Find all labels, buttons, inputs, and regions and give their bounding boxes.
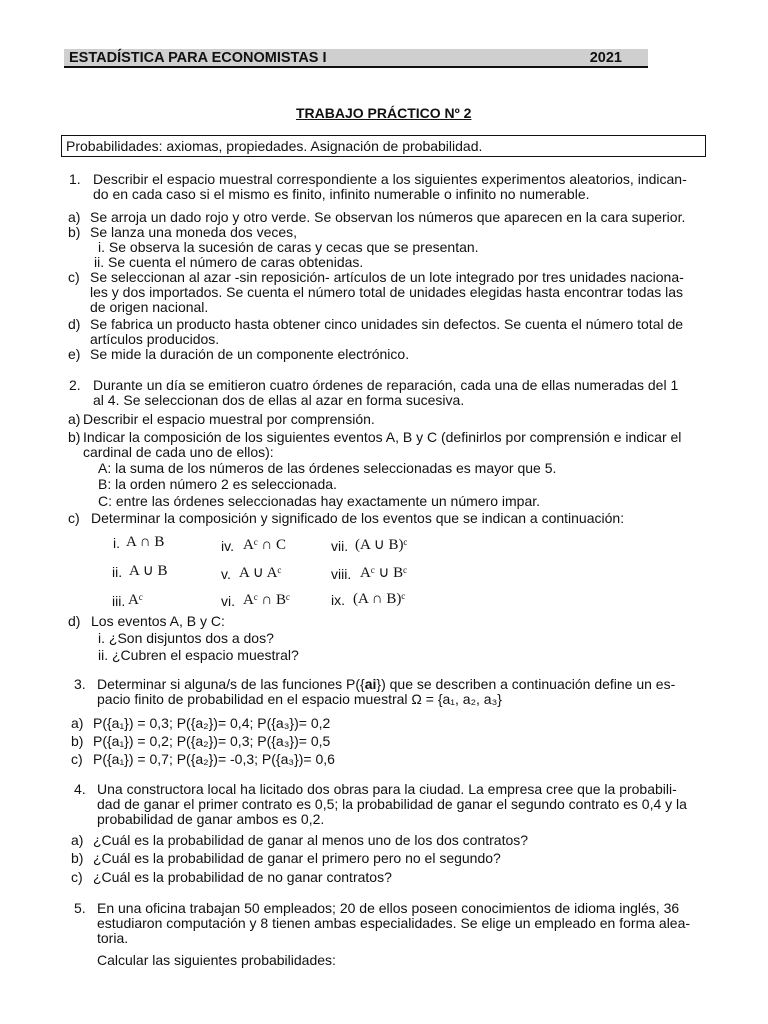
set-expr-label-iv: iv. — [221, 538, 234, 554]
q1b-text: Se lanza una moneda dos veces, — [90, 224, 298, 240]
q1d-line2: artículos producidos. — [90, 331, 220, 347]
set-expr-label-vi: vi. — [221, 593, 235, 609]
q1c-line3: de origen nacional. — [90, 299, 209, 315]
q1-text-line2: do en cada caso si el mismo es finito, infinito numerable o infinito no numerable. — [93, 186, 590, 202]
set-expr-label-iii: iii. — [112, 593, 126, 609]
q3a-label: a) — [71, 715, 84, 731]
set-expr-label-viii: viii. — [331, 566, 352, 582]
q1c-line2: les y dos importados. Se cuenta el número total de unidades elegidas hasta encontrar todas las — [90, 284, 684, 300]
set-expr-ix: (A ∩ B)ᶜ — [353, 591, 406, 607]
q1c-label: c) — [68, 269, 80, 285]
q4a-text: ¿Cuál es la probabilidad de ganar al menos uno de los dos contratos? — [93, 832, 529, 848]
set-expr-vii: (A ∪ B)ᶜ — [355, 537, 408, 553]
q1-number: 1. — [69, 171, 81, 187]
set-expr-i: A ∩ B — [126, 534, 165, 550]
q2b-line2: cardinal de cada uno de ellos): — [83, 444, 274, 460]
q2c-text: Determinar la composición y significado de los eventos que se indican a continuación: — [91, 510, 625, 526]
q3-text-ai: ai — [364, 676, 377, 692]
q4c-label: c) — [71, 869, 83, 885]
q5-text-line3: toria. — [97, 930, 129, 946]
course-year: 2021 — [589, 50, 622, 66]
q5-calc: Calcular las siguientes probabilidades: — [97, 952, 336, 968]
page-title: TRABAJO PRÁCTICO Nº 2 — [296, 105, 472, 121]
q1a-text: Se arroja un dado rojo y otro verde. Se observan los números que aparecen en la cara superior. — [90, 209, 686, 225]
q3-text-line2: pacio finito de probabilidad en el espacio muestral Ω = {a₁, a₂, a₃} — [97, 691, 502, 707]
set-expr-label-vii: vii. — [331, 538, 349, 554]
set-expr-v: A ∪ Aᶜ — [239, 565, 282, 581]
topic-text: Probabilidades: axiomas, propiedades. Asignación de probabilidad. — [66, 138, 483, 154]
q1e-label: e) — [68, 346, 81, 362]
q1e-text: Se mide la duración de un componente electrónico. — [90, 346, 410, 362]
q2b-label: b) — [68, 429, 81, 445]
set-expr-iv: Aᶜ ∩ C — [243, 537, 287, 553]
q3-text-line1 — [97, 677, 675, 692]
q4-text-line2: dad de ganar el primer contrato es 0,5; la probabilidad de ganar el segundo contrato es 0,4 y la — [97, 796, 687, 812]
q3b-label: b) — [71, 733, 84, 749]
q4-text-line3: probabilidad de ganar ambos es 0,2. — [97, 811, 325, 827]
set-expr-label-v: v. — [221, 566, 231, 582]
set-expr-ii: A ∪ B — [129, 563, 168, 579]
q4b-label: b) — [71, 850, 84, 866]
q1b-i: i. Se observa la sucesión de caras y cecas que se presentan. — [98, 239, 479, 255]
q1-text-line1: Describir el espacio muestral correspondiente a los siguientes experimentos aleatorios, indican- — [93, 171, 687, 187]
set-expr-vi: Aᶜ ∩ Bᶜ — [243, 592, 290, 608]
q1a-label: a) — [68, 209, 81, 225]
q3-text-post: }) que se describen a continuación define un es- — [376, 676, 676, 692]
set-expr-iii: Aᶜ — [128, 592, 143, 608]
q2c-label: c) — [68, 510, 80, 526]
q5-number: 5. — [74, 900, 86, 916]
set-expr-label-ix: ix. — [331, 592, 345, 608]
q2d-ii: ii. ¿Cubren el espacio muestral? — [98, 647, 299, 663]
q3-text-pre: Determinar si alguna/s de las funciones P({ — [97, 676, 365, 692]
q2-text-line1: Durante un día se emitieron cuatro órdenes de reparación, cada una de ellas numeradas del 1 — [93, 377, 679, 393]
set-expr-label-i: i. — [113, 535, 120, 551]
set-expr-viii: Aᶜ ∪ Bᶜ — [360, 565, 407, 581]
q2a-text: Describir el espacio muestral por comprensión. — [83, 411, 375, 427]
topic-box — [61, 135, 706, 157]
set-expr-label-ii: ii. — [112, 564, 123, 580]
q4c-text: ¿Cuál es la probabilidad de no ganar contratos? — [93, 869, 392, 885]
q2b-line1: Indicar la composición de los siguientes eventos A, B y C (definirlos por comprensión e indicar el — [83, 429, 682, 445]
q3a-text: P({a₁}) = 0,3; P({a₂})= 0,4; P({a₃})= 0,2 — [93, 715, 331, 731]
q2b-event-a: A: la suma de los números de las órdenes seleccionadas es mayor que 5. — [98, 460, 557, 476]
q4-text-line1: Una constructora local ha licitado dos obras para la ciudad. La empresa cree que la probabili- — [97, 781, 677, 797]
q3-number: 3. — [74, 676, 86, 692]
q1b-label: b) — [68, 224, 81, 240]
q2d-label: d) — [68, 613, 81, 629]
q4b-text: ¿Cuál es la probabilidad de ganar el primero pero no el segundo? — [93, 850, 501, 866]
q5-text-line2: estudiaron computación y 8 tienen ambas especialidades. Se elige un empleado en forma alea- — [97, 915, 691, 931]
q2b-event-c: C: entre las órdenes seleccionadas hay exactamente un número impar. — [98, 493, 541, 509]
q1d-label: d) — [68, 316, 81, 332]
header-bar — [64, 49, 648, 68]
q1d-line1: Se fabrica un producto hasta obtener cinco unidades sin defectos. Se cuenta el número total de — [90, 316, 684, 332]
q3b-text: P({a₁}) = 0,2; P({a₂})= 0,3; P({a₃})= 0,5 — [93, 733, 331, 749]
q1c-line1: Se seleccionan al azar -sin reposición- artículos de un lote integrado por tres unidades naciona- — [90, 269, 684, 285]
course-title: ESTADÍSTICA PARA ECONOMISTAS I — [69, 50, 327, 66]
q2d-text: Los eventos A, B y C: — [91, 613, 225, 629]
q2b-event-b: B: la orden número 2 es seleccionada. — [98, 476, 337, 492]
q2-text-line2: al 4. Se seleccionan dos de ellas al azar en forma sucesiva. — [93, 392, 465, 408]
q3c-label: c) — [71, 751, 83, 767]
q2a-label: a) — [68, 411, 81, 427]
q4-number: 4. — [74, 781, 86, 797]
q4a-label: a) — [71, 832, 84, 848]
q1b-ii: ii. Se cuenta el número de caras obtenidas. — [94, 254, 364, 270]
q2-number: 2. — [69, 377, 81, 393]
q5-text-line1: En una oficina trabajan 50 empleados; 20 de ellos poseen conocimientos de idioma inglés, 36 — [97, 900, 680, 916]
q3c-text: P({a₁}) = 0,7; P({a₂})= -0,3; P({a₃})= 0,6 — [93, 751, 335, 767]
q2d-i: i. ¿Son disjuntos dos a dos? — [98, 630, 274, 646]
